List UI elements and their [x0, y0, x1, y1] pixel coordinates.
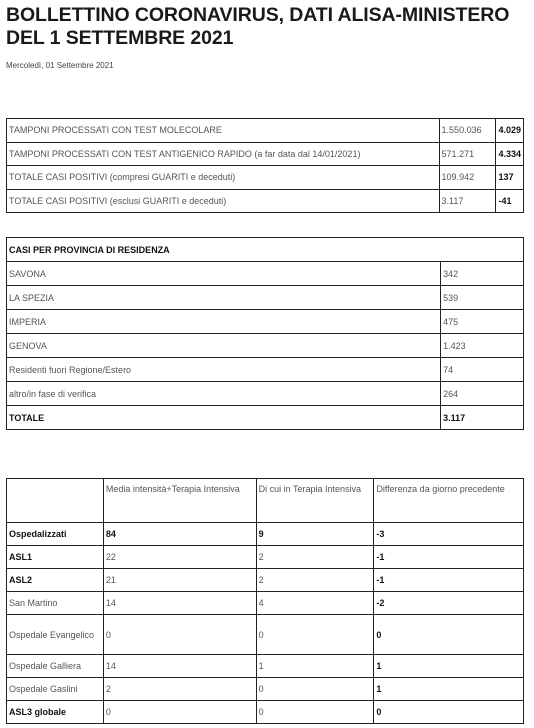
province-table — [6, 237, 524, 430]
hospital-name: Ospedale Gaslini — [7, 678, 104, 701]
province-name: GENOVA — [7, 334, 441, 358]
hospital-name: Ospedale Galliera — [7, 655, 104, 678]
table-row — [7, 166, 524, 190]
table-row — [7, 382, 524, 406]
table-header-row — [7, 238, 524, 262]
table-row — [7, 678, 524, 701]
table-row — [7, 310, 524, 334]
hospital-value-a: 84 — [103, 523, 256, 546]
column-header: Di cui in Terapia Intensiva — [256, 479, 374, 523]
summary-delta: 4.334 — [496, 142, 524, 166]
column-header: Media intensità+Terapia Intensiva — [103, 479, 256, 523]
summary-value: 3.117 — [439, 189, 496, 213]
table-row — [7, 569, 524, 592]
province-total-value: 3.117 — [441, 406, 524, 430]
hospital-value-b: 2 — [256, 546, 374, 569]
province-name: Residenti fuori Regione/Estero — [7, 358, 441, 382]
table-row — [7, 119, 524, 143]
summary-label: TOTALE CASI POSITIVI (compresi GUARITI e deceduti) — [7, 166, 440, 190]
hospital-value-b: 0 — [256, 615, 374, 655]
hospital-value-b: 9 — [256, 523, 374, 546]
hospital-name: ASL3 globale — [7, 701, 104, 724]
province-value: 539 — [441, 286, 524, 310]
summary-value: 571.271 — [439, 142, 496, 166]
hospital-value-c: 1 — [374, 678, 524, 701]
table-row — [7, 615, 524, 655]
hospital-value-c: 1 — [374, 655, 524, 678]
summary-delta: -41 — [496, 189, 524, 213]
hospital-value-a: 14 — [103, 592, 256, 615]
hospital-value-a: 0 — [103, 615, 256, 655]
province-value: 74 — [441, 358, 524, 382]
hospital-value-a: 0 — [103, 701, 256, 724]
province-value: 342 — [441, 262, 524, 286]
table-row — [7, 701, 524, 724]
hospital-value-c: 0 — [374, 701, 524, 724]
summary-label: TAMPONI PROCESSATI CON TEST ANTIGENICO RAPIDO (a far data dal 14/01/2021) — [7, 142, 440, 166]
table-row — [7, 523, 524, 546]
hospital-value-c: -1 — [374, 569, 524, 592]
summary-value: 109.942 — [439, 166, 496, 190]
province-name: altro/in fase di verifica — [7, 382, 441, 406]
hospital-value-b: 0 — [256, 701, 374, 724]
summary-value: 1.550.036 — [439, 119, 496, 143]
table-header-row — [7, 479, 524, 523]
province-name: LA SPEZIA — [7, 286, 441, 310]
hospital-value-c: -1 — [374, 546, 524, 569]
hospital-value-b: 4 — [256, 592, 374, 615]
table-row — [7, 546, 524, 569]
hospital-value-a: 2 — [103, 678, 256, 701]
province-header: CASI PER PROVINCIA DI RESIDENZA — [7, 238, 524, 262]
table-row — [7, 334, 524, 358]
hospital-value-b: 2 — [256, 569, 374, 592]
table-row — [7, 262, 524, 286]
hospital-table — [6, 478, 524, 724]
hospital-value-b: 1 — [256, 655, 374, 678]
hospital-name: San Martino — [7, 592, 104, 615]
summary-label: TAMPONI PROCESSATI CON TEST MOLECOLARE — [7, 119, 440, 143]
province-value: 1.423 — [441, 334, 524, 358]
hospital-value-a: 14 — [103, 655, 256, 678]
table-row — [7, 142, 524, 166]
publish-date: Mercoledì, 01 Settembre 2021 — [6, 61, 114, 70]
hospital-value-c: 0 — [374, 615, 524, 655]
province-total-label: TOTALE — [7, 406, 441, 430]
summary-table — [6, 118, 524, 213]
hospital-value-c: -2 — [374, 592, 524, 615]
summary-delta: 4.029 — [496, 119, 524, 143]
column-header — [7, 479, 104, 523]
table-row — [7, 286, 524, 310]
province-value: 264 — [441, 382, 524, 406]
hospital-name: Ospedalizzati — [7, 523, 104, 546]
province-value: 475 — [441, 310, 524, 334]
province-name: SAVONA — [7, 262, 441, 286]
table-total-row — [7, 406, 524, 430]
hospital-value-b: 0 — [256, 678, 374, 701]
table-row — [7, 592, 524, 615]
column-header: Differenza da giorno precedente — [374, 479, 524, 523]
province-name: IMPERIA — [7, 310, 441, 334]
hospital-value-c: -3 — [374, 523, 524, 546]
table-row — [7, 358, 524, 382]
page-title: BOLLETTINO CORONAVIRUS, DATI ALISA-MINISTERO DEL 1 SETTEMBRE 2021 — [6, 4, 510, 49]
hospital-name: Ospedale Evangelico — [7, 615, 104, 655]
table-row — [7, 655, 524, 678]
hospital-name: ASL1 — [7, 546, 104, 569]
summary-label: TOTALE CASI POSITIVI (esclusi GUARITI e deceduti) — [7, 189, 440, 213]
hospital-value-a: 21 — [103, 569, 256, 592]
hospital-value-a: 22 — [103, 546, 256, 569]
table-row — [7, 189, 524, 213]
hospital-name: ASL2 — [7, 569, 104, 592]
summary-delta: 137 — [496, 166, 524, 190]
